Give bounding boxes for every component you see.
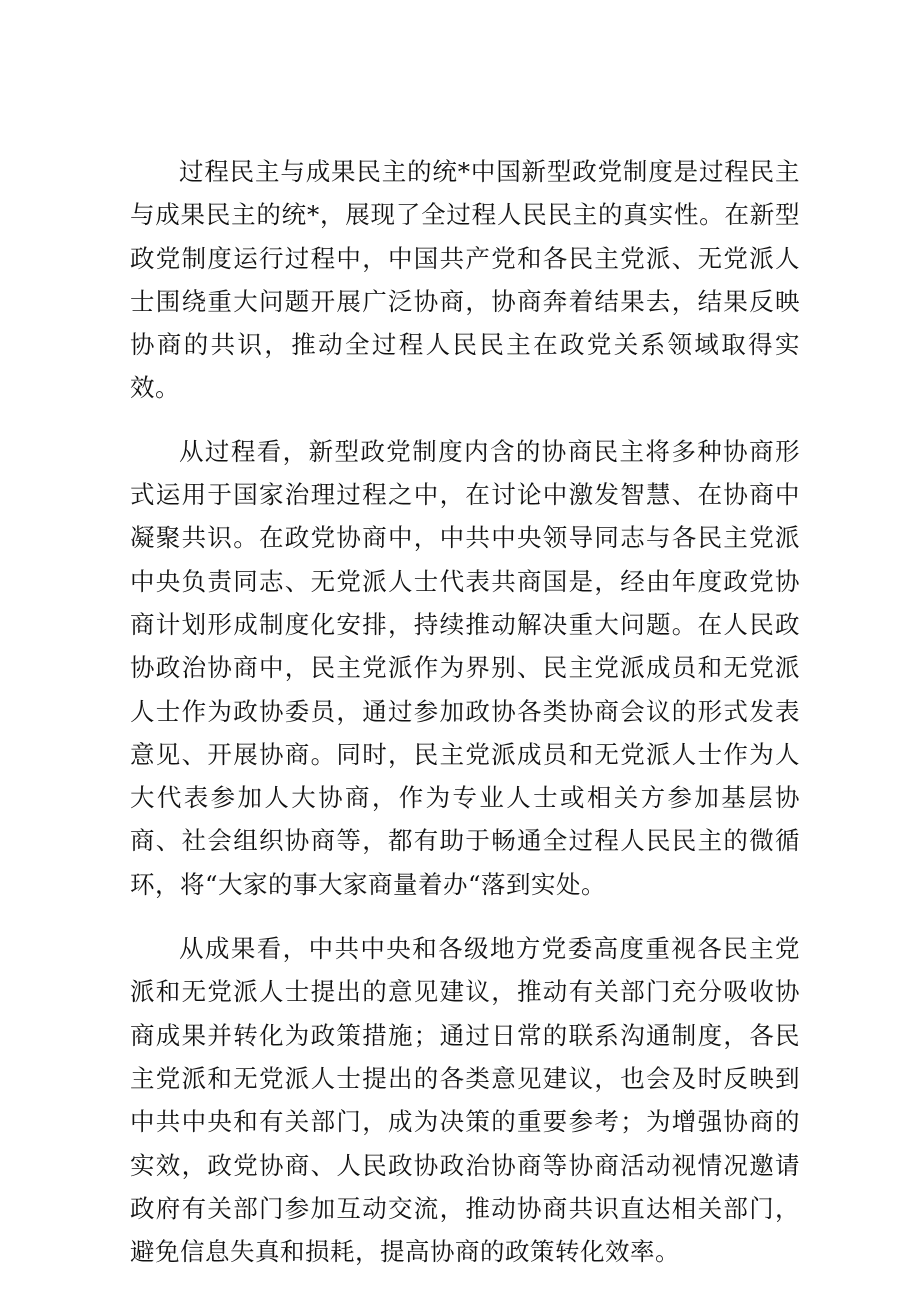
- paragraph-from-result-view: 从成果看，中共中央和各级地方党委高度重视各民主党派和无党派人士提出的意见建议，推动有关部门充分吸收协商成果并转化为政策措施；通过日常的联系沟通制度，各民主党派和无党派人士提出的各类意见建议，也会及时反映到中共中央和有关部门，成为决策的重要参考；为增强协商的实效，政党协商、人民政协政治协商等协商活动视情况邀请政府有关部门参加互动交流，推动协商共识直达相关部门，避免信息失真和损耗，提高协商的政策转化效率。: [130, 934, 800, 1267]
- paragraph-from-process-view: 从过程看，新型政党制度内含的协商民主将多种协商形式运用于国家治理过程之中，在讨论中激发智慧、在协商中凝聚共识。在政党协商中，中共中央领导同志与各民主党派中央负责同志、无党派人士代表共商国是，经由年度政党协商计划形成制度化安排，持续推动解决重大问题。在人民政协政治协商中，民主党派作为界别、民主党派成员和无党派人士作为政协委员，通过参加政协各类协商会议的形式发表意见、开展协商。同时，民主党派成员和无党派人士作为人大代表参加人大协商，作为专业人士或相关方参加基层协商、社会组织协商等，都有助于畅通全过程人民民主的微循环，将“大家的事大家商量着办“落到实处。: [130, 436, 800, 899]
- paragraph-process-and-result-democracy: 过程民主与成果民主的统*中国新型政党制度是过程民主与成果民主的统*，展现了全过程人民民主的真实性。在新型政党制度运行过程中，中国共产党和各民主党派、无党派人士围绕重大问题开展广泛协商，协商奔着结果去，结果反映协商的共识，推动全过程人民民主在政党关系领域取得实效。: [130, 157, 800, 403]
- document-body: [130, 150, 800, 1273]
